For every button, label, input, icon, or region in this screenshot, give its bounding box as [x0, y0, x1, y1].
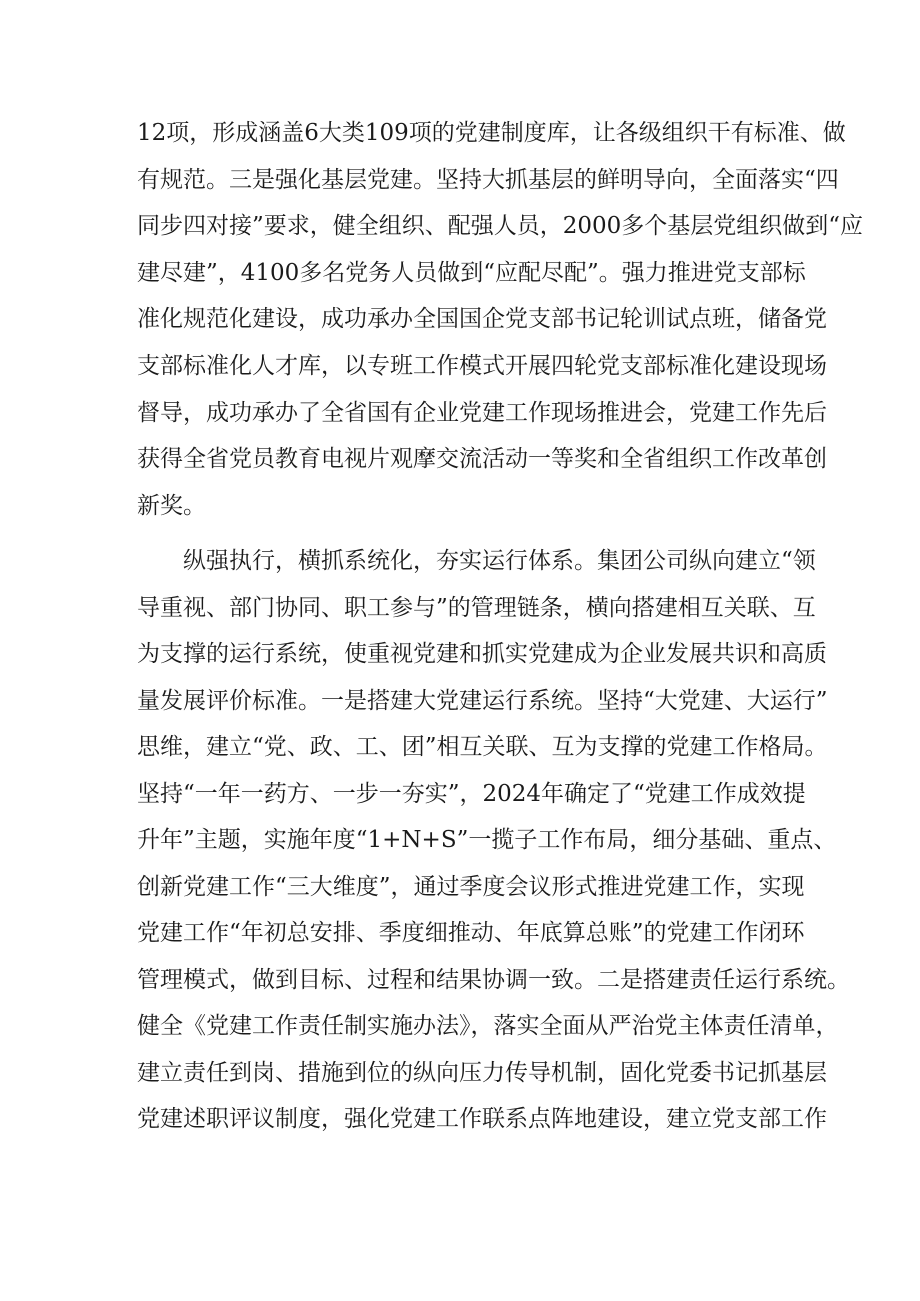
text-line: 督导，成功承办了全省国有企业党建工作现场推进会，党建工作先后 [137, 400, 827, 426]
text-line: 量发展评价标准。一是搭建大党建运行系统。坚持“大党建、大运行” [137, 688, 828, 714]
text-line: 导重视、部门协同、职工参与”的管理链条，横向搭建相互关联、互 [137, 595, 816, 621]
text-line: 升年”主题，实施年度“1+N+S”一揽子工作布局，细分基础、重点、 [137, 827, 837, 853]
text-line: 党建述职评议制度，强化党建工作联系点阵地建设，建立党支部工作 [137, 1106, 827, 1132]
text-line: 12项，形成涵盖6大类109项的党建制度库，让各级组织干有标准、做 [137, 120, 846, 146]
text-line: 管理模式，做到目标、过程和结果协调一致。二是搭建责任运行系统。 [137, 967, 850, 993]
text-line: 新奖。 [137, 493, 206, 519]
text-line: 建尽建”，4100多名党务人员做到“应配尽配”。强力推进党支部标 [137, 260, 806, 286]
text-line: 思维，建立“党、政、工、团”相互关联、互为支撑的党建工作格局。 [137, 734, 828, 760]
text-line: 获得全省党员教育电视片观摩交流活动一等奖和全省组织工作改革创 [137, 446, 827, 472]
text-line: 坚持“一年一药方、一步一夯实”，2024年确定了“党建工作成效提 [137, 781, 806, 807]
text-line: 为支撑的运行系统，使重视党建和抓实党建成为企业发展共识和高质 [137, 641, 827, 667]
text-line: 健全《党建工作责任制实施办法》，落实全面从严治党主体责任清单， [137, 1013, 839, 1039]
text-line: 准化规范化建设，成功承办全国国企党支部书记轮训试点班，储备党 [137, 306, 827, 332]
text-line: 创新党建工作“三大维度”，通过季度会议形式推进党建工作，实现 [137, 874, 805, 900]
text-line: 同步四对接”要求，健全组织、配强人员，2000多个基层党组织做到“应 [137, 213, 864, 239]
text-line: 有规范。三是强化基层党建。坚持大抓基层的鲜明导向，全面落实“四 [137, 167, 839, 193]
text-line: 支部标准化人才库，以专班工作模式开展四轮党支部标准化建设现场 [137, 353, 827, 379]
text-line: 纵强执行，横抓系统化，夯实运行体系。集团公司纵向建立“领 [183, 548, 816, 574]
text-line: 党建工作“年初总安排、季度细推动、年底算总账”的党建工作闭环 [137, 920, 805, 946]
text-line: 建立责任到岗、措施到位的纵向压力传导机制，固化党委书记抓基层 [137, 1060, 827, 1086]
